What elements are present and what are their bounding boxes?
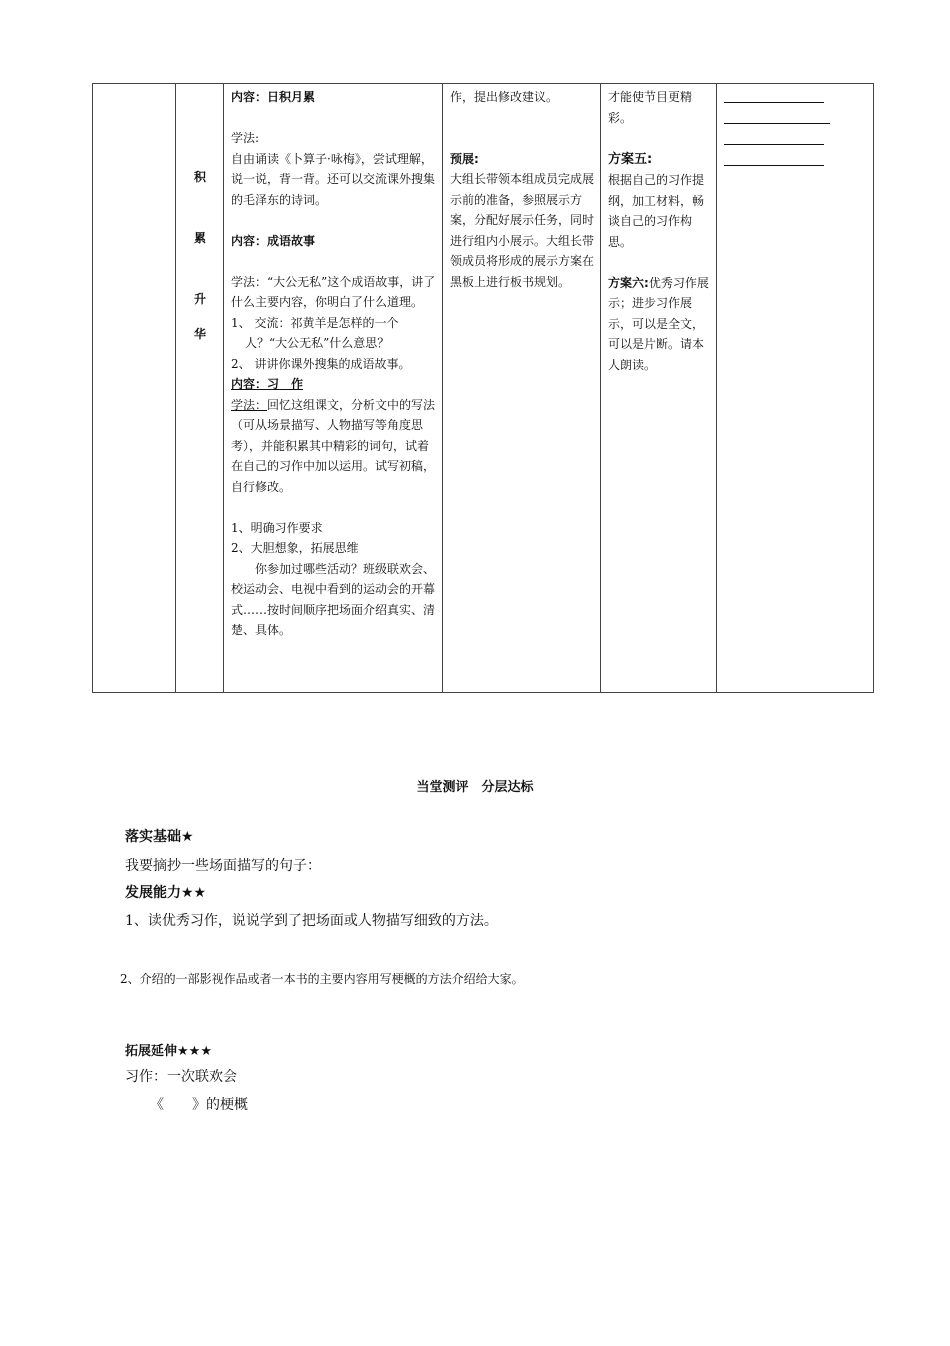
text-continuation: 作，提出修改建议。 xyxy=(450,90,559,104)
method-label: 学法： xyxy=(231,397,268,412)
blank-line xyxy=(724,108,830,124)
star-icon: ★★★ xyxy=(177,1044,212,1059)
star-icon: ★ xyxy=(181,829,194,845)
preview-cell xyxy=(443,84,601,693)
stage-char: 升 xyxy=(193,292,206,306)
list-item: 1、 交流：祁黄羊是怎样的一个 xyxy=(231,315,399,330)
basic-text: 我要摘抄一些场面描写的句子： xyxy=(125,858,321,874)
text-continuation: 才能使节目更精彩。 xyxy=(608,90,693,125)
blank-line xyxy=(724,87,824,103)
extend-heading: 拓展延伸★★★ xyxy=(125,1044,212,1059)
develop-item: 1、读优秀习作，说说学到了把场面或人物描写细致的方法。 xyxy=(125,913,498,929)
method-text: 自由诵读《卜算子·咏梅》，尝试理解，说一说，背一背。还可以交流课外搜集的毛泽东的诗词。 xyxy=(231,151,436,207)
basic-heading: 落实基础★ xyxy=(125,829,194,845)
extend-line: 《 》的梗概 xyxy=(150,1097,248,1113)
prompt-paragraph: 你参加过哪些活动？班级联欢会、校运动会、电视中看到的运动会的开幕式……按时间顺序把场面介绍真实、清楚、具体。 xyxy=(231,561,436,637)
preview-title: 预展: xyxy=(450,151,479,166)
plan-title: 方案五: xyxy=(608,151,653,167)
stage-char: 华 xyxy=(193,327,206,341)
preview-text: 大组长带领本组成员完成展示前的准备，参照展示方案，分配好展示任务，同时进行组内小展示。大组长带领成员将形成的展示方案在黑板上进行板书规划。 xyxy=(450,172,595,289)
list-item: 1、明确习作要求 xyxy=(231,520,323,535)
content-title: 内容：成语故事 xyxy=(231,233,316,248)
lesson-plan-table xyxy=(92,83,874,693)
develop-heading: 发展能力★★ xyxy=(125,885,207,901)
stage-char: 累 xyxy=(193,231,206,245)
list-item: 2、大胆想象，拓展思维 xyxy=(231,541,359,555)
develop-item: 2、介绍的一部影视作品或者一本书的主要内容用写梗概的方法介绍给大家。 xyxy=(120,972,524,986)
method-text: 回忆这组课文，分析文中的写法（可从场景描写、人物描写等角度思考），并能积累其中精彩的词句，试着在自己的习作中加以运用。试写初稿，自行修改。 xyxy=(231,397,436,494)
notes-cell xyxy=(717,84,874,693)
list-item-continuation: 人？“大公无私”什么意思？ xyxy=(245,336,390,350)
stage-cell xyxy=(176,84,224,693)
plan-title: 方案六: xyxy=(608,275,649,290)
content-title: 内容：日积月累 xyxy=(231,90,316,104)
star-icon: ★★ xyxy=(181,885,207,901)
method-text: 学法：“大公无私”这个成语故事，讲了什么主要内容，你明白了什么道理。 xyxy=(231,274,436,309)
plan-cell xyxy=(601,84,717,693)
blank-column-cell xyxy=(93,84,176,693)
extend-line: 习作：一次联欢会 xyxy=(125,1069,237,1085)
content-method-cell xyxy=(224,84,443,693)
plan-text: 根据自己的习作提纲，加工材料，畅谈自己的习作构思。 xyxy=(608,173,705,249)
section-title: 当堂测评 分层达标 xyxy=(416,780,534,795)
blank-line xyxy=(724,150,824,166)
blank-line xyxy=(724,129,824,145)
stage-char: 积 xyxy=(193,170,206,184)
plan-text: 优秀习作展示；进步习作展示，可以是全文，可以是片断。请本人朗读。 xyxy=(608,275,709,372)
method-label: 学法: xyxy=(231,131,260,145)
list-item: 2、 讲讲你课外搜集的成语故事。 xyxy=(231,356,411,371)
content-title: 内容：习 作 xyxy=(231,377,304,391)
